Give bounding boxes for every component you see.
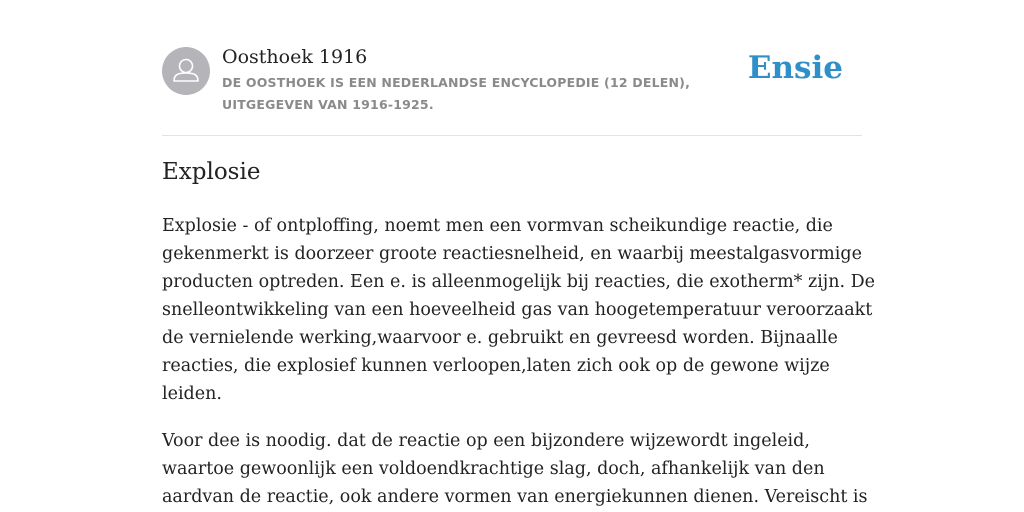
article-body: [162, 212, 875, 512]
text-line: Voor dee is noodig. dat de reactie op een bijzondere wijzewordt ingeleid,: [162, 431, 810, 451]
header-divider: [162, 135, 862, 136]
text-line: reacties, die explosief kunnen verloopen,laten zich ook op de gewone wijze: [162, 356, 830, 376]
avatar[interactable]: [162, 47, 210, 95]
ensie-logo[interactable]: Ensie: [747, 50, 843, 86]
text-line: producten optreden. Een e. is alleenmogelijk bij reacties, die exotherm* zijn. De: [162, 272, 875, 292]
article-title: Explosie: [162, 159, 261, 185]
text-line: gekenmerkt is doorzeer groote reactiesnelheid, en waarbij meestalgasvormige: [162, 244, 862, 264]
text-line: aardvan de reactie, ook andere vormen van energiekunnen dienen. Vereischt is: [162, 487, 868, 507]
source-header: [162, 44, 862, 135]
source-title[interactable]: Oosthoek 1916: [222, 46, 368, 68]
text-line: Explosie - of ontploffing, noemt men een vormvan scheikundige reactie, die: [162, 216, 833, 236]
text-line: waartoe gewoonlijk een voldoendkrachtige slag, doch, afhankelijk van den: [162, 459, 825, 479]
user-icon: [162, 47, 210, 95]
text-line: snelleontwikkeling van een hoeveelheid gas van hoogetemperatuur veroorzaakt: [162, 300, 873, 320]
text-line: leiden.: [162, 384, 222, 404]
article-paragraph: [162, 427, 868, 511]
source-description: DE OOSTHOEK IS EEN NEDERLANDSE ENCYCLOPEDIE (12 DELEN), UITGEGEVEN VAN 1916-1925.: [222, 75, 691, 112]
text-line: de vernielende werking,waarvoor e. gebruikt en gevreesd worden. Bijnaalle: [162, 328, 838, 348]
article-paragraph: [162, 212, 875, 408]
